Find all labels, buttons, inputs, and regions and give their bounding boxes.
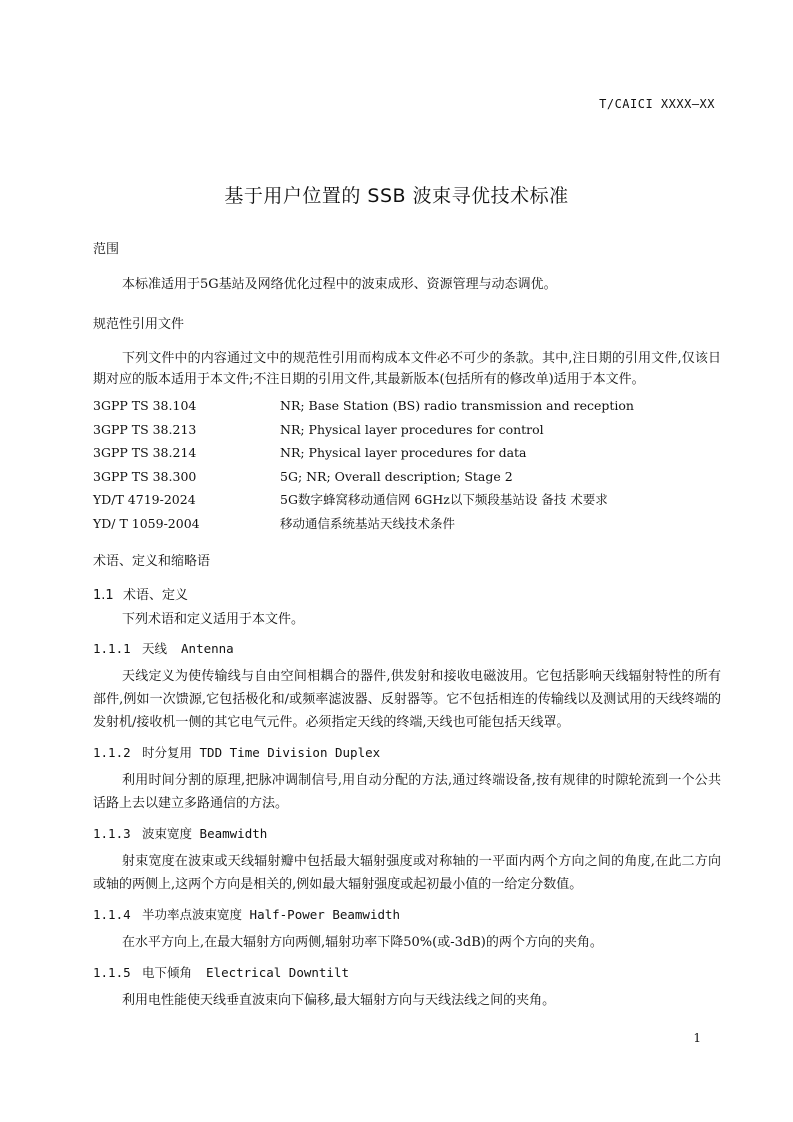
term-heading — [93, 963, 721, 983]
term-number: 1.1.2 — [93, 745, 131, 760]
document-body — [93, 240, 721, 1012]
term-heading — [93, 824, 721, 844]
term-name-en: Electrical Downtilt — [206, 965, 350, 980]
term-number: 1.1.3 — [93, 826, 131, 841]
term-name-cn: 电下倾角 — [142, 965, 193, 980]
term-number: 1.1.1 — [93, 641, 131, 656]
reference-code: 3GPP TS 38.213 — [93, 421, 197, 437]
term-name-cn: 天线 — [142, 641, 168, 656]
term-heading — [93, 743, 721, 763]
reference-code: YD/ T 1059-2004 — [93, 515, 200, 531]
document-code: T/CAICI XXXX—XX — [599, 97, 715, 111]
term-definition: 利用电性能使天线垂直波束向下偏移,最大辐射方向与天线法线之间的夹角。 — [122, 993, 556, 1008]
references-table — [93, 394, 634, 535]
reference-title: 5G; NR; Overall description; Stage 2 — [280, 468, 513, 484]
table-row — [93, 465, 634, 489]
reference-code: YD/T 4719-2024 — [93, 492, 196, 507]
term-name-cn: 波束宽度 — [142, 826, 193, 841]
section-title: 术语、定义 — [123, 588, 189, 603]
reference-code: 3GPP TS 38.300 — [93, 468, 197, 484]
page-number: 1 — [693, 1031, 701, 1045]
term-definition: 射束宽度在波束或天线辐射瓣中包括最大辐射强度或对称轴的一平面内两个方向之间的角度,在此二方向或轴的两侧上,这两个方向是相关的,例如最大辐射强度或起初最小值的一给定分数值。 — [93, 854, 721, 892]
section-number: 1.1 — [93, 588, 114, 603]
term-name-en: Half-Power Beamwidth — [249, 907, 401, 922]
scope-heading: 范围 — [93, 242, 120, 257]
term-name-en: Beamwidth — [199, 826, 268, 841]
table-row — [93, 418, 634, 442]
reference-code: 3GPP TS 38.104 — [93, 398, 197, 413]
terms-heading: 术语、定义和缩略语 — [93, 554, 211, 569]
table-row — [93, 512, 634, 536]
term-definition: 天线定义为使传输线与自由空间相耦合的器件,供发射和接收电磁波用。它包括影响天线辐射特性的所有部件,例如一次馈源,它包括极化和/或频率滤波器、反射器等。它不包括相连的传输线以及测试用的天线终端的发射机/接收机一侧的其它电气元件。必须指定天线的终端,天线也可能包括天线罩。 — [93, 669, 721, 730]
term-heading — [93, 639, 721, 659]
section-intro: 下列术语和定义适用于本文件。 — [122, 612, 305, 627]
term-name-en: Time Division Duplex — [229, 745, 381, 760]
term-name-en: Antenna — [181, 641, 234, 656]
term-definition: 利用时间分割的原理,把脉冲调制信号,用自动分配的方法,通过终端设备,按有规律的时隙轮流到一个公共话路上去以建立多路通信的方法。 — [93, 773, 721, 811]
table-row — [93, 441, 634, 465]
reference-title: 5G数字蜂窝移动通信网 6GHz以下频段基站设 备技 术要求 — [280, 492, 608, 507]
reference-title: NR; Base Station (BS) radio transmission and reception — [280, 398, 634, 413]
term-heading — [93, 905, 721, 925]
term-definition: 在水平方向上,在最大辐射方向两侧,辐射功率下降50%(或-3dB)的两个方向的夹角。 — [122, 935, 603, 950]
table-row — [93, 394, 634, 418]
reference-code: 3GPP TS 38.214 — [93, 445, 197, 460]
references-heading: 规范性引用文件 — [93, 317, 185, 332]
reference-title: NR; Physical layer procedures for data — [280, 445, 527, 460]
reference-title: 移动通信系统基站天线技术条件 — [280, 515, 456, 531]
term-name-cn: 时分复用 TDD — [142, 745, 223, 760]
term-number: 1.1.5 — [93, 965, 131, 980]
scope-text: 本标准适用于5G基站及网络优化过程中的波束成形、资源管理与动态调优。 — [122, 277, 557, 292]
reference-title: NR; Physical layer procedures for control — [280, 421, 544, 437]
references-intro: 下列文件中的内容通过文中的规范性引用而构成本文件必不可少的条款。其中,注日期的引用文件,仅该日期对应的版本适用于本文件;不注日期的引用文件,其最新版本(包括所有的修改单)适用于本文件。 — [93, 351, 721, 387]
term-number: 1.1.4 — [93, 907, 131, 922]
document-title: 基于用户位置的 SSB 波束寻优技术标准 — [224, 185, 569, 207]
section-heading — [93, 586, 721, 606]
table-row — [93, 488, 634, 512]
term-name-cn: 半功率点波束宽度 — [142, 907, 243, 922]
